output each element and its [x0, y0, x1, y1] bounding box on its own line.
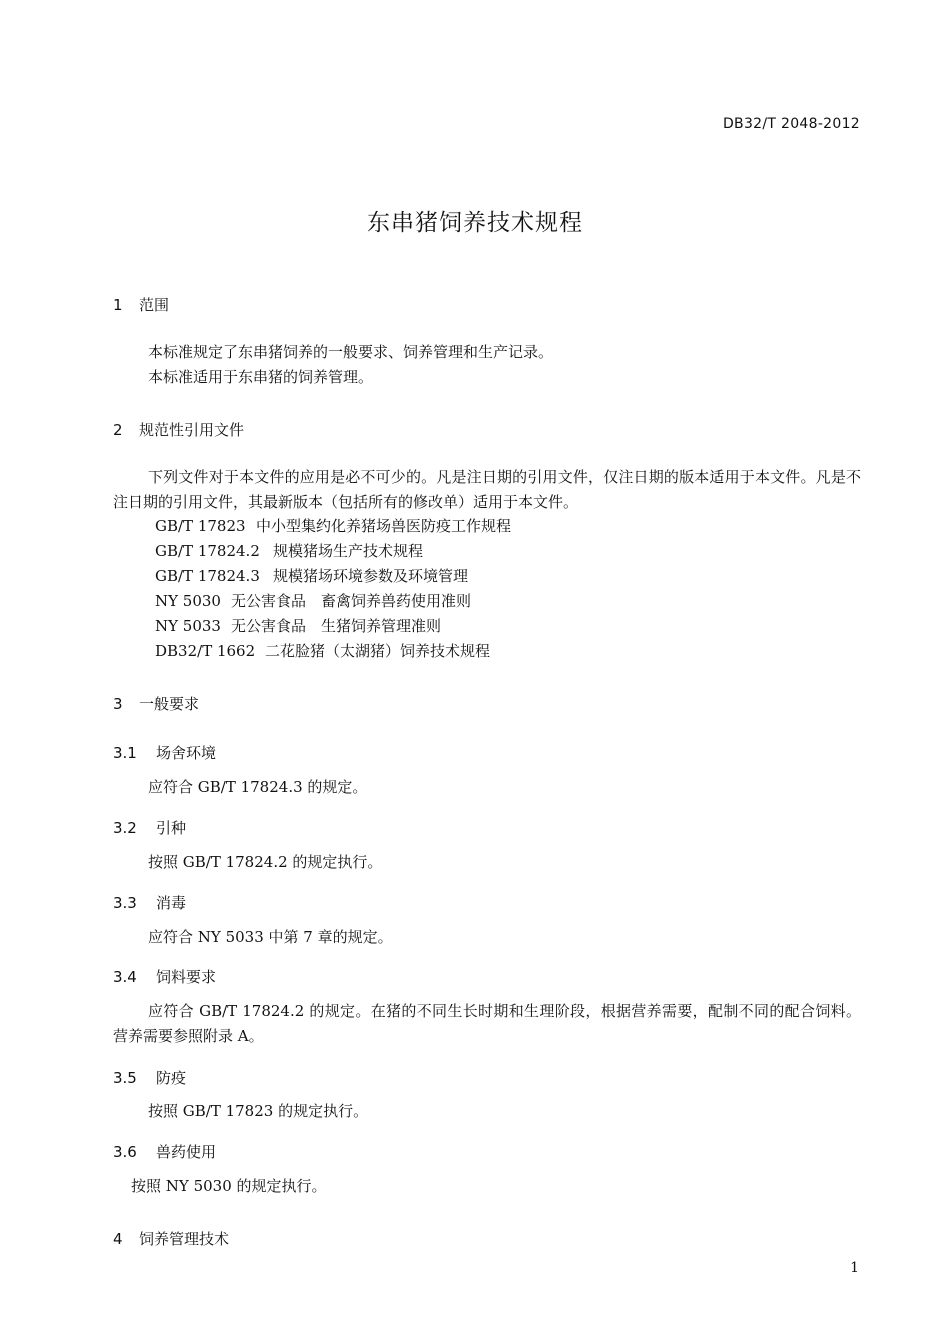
subsection-title: 饲料要求	[156, 968, 217, 986]
page-number: 1	[850, 1260, 859, 1276]
paragraph: 应符合 GB/T 17824.2 的规定。在猪的不同生长时期和生理阶段，根据营养需要，配制不同的配合饲料。营养需要参照附录 A。	[113, 1002, 861, 1045]
reference-name: 无公害食品 生猪饲养管理准则	[231, 617, 442, 635]
section-number: 2	[113, 421, 123, 439]
subsection-number: 3.4	[113, 968, 137, 986]
reference-item	[155, 514, 511, 539]
paragraph: 应符合 GB/T 17824.3 的规定。	[148, 778, 368, 796]
paragraph: 按照 GB/T 17824.2 的规定执行。	[148, 853, 383, 871]
subsection-heading	[113, 1067, 186, 1088]
section-heading	[113, 693, 199, 714]
subsection-title: 消毒	[156, 894, 187, 912]
reference-item	[155, 639, 490, 664]
reference-code: NY 5033	[155, 617, 221, 635]
subsection-number: 3.3	[113, 894, 137, 912]
reference-item	[155, 614, 441, 639]
reference-name: 无公害食品 畜禽饲养兽药使用准则	[231, 592, 472, 610]
reference-code: GB/T 17824.3	[155, 567, 260, 585]
reference-item	[155, 589, 471, 614]
subsection-number: 3.5	[113, 1069, 137, 1087]
section-number: 3	[113, 695, 123, 713]
paragraph: 本标准规定了东串猪饲养的一般要求、饲养管理和生产记录。	[148, 343, 554, 361]
reference-code: GB/T 17824.2	[155, 542, 260, 560]
reference-name: 中小型集约化养猪场兽医防疫工作规程	[256, 517, 512, 535]
reference-name: 二花脸猪（太湖猪）饲养技术规程	[265, 642, 491, 660]
subsection-heading	[113, 817, 186, 838]
subsection-title: 引种	[156, 819, 187, 837]
subsection-number: 3.6	[113, 1143, 137, 1161]
paragraph: 应符合 NY 5033 中第 7 章的规定。	[148, 928, 393, 946]
reference-item	[155, 539, 423, 564]
reference-code: NY 5030	[155, 592, 221, 610]
paragraph: 按照 GB/T 17823 的规定执行。	[148, 1102, 369, 1120]
section-heading	[113, 1228, 229, 1249]
subsection-number: 3.2	[113, 819, 137, 837]
subsection-heading	[113, 1141, 216, 1162]
section-title: 饲养管理技术	[139, 1230, 230, 1248]
section-number: 1	[113, 296, 123, 314]
paragraph: 下列文件对于本文件的应用是必不可少的。凡是注日期的引用文件，仅注日期的版本适用于本文件。凡是不注日期的引用文件，其最新版本（包括所有的修改单）适用于本文件。	[113, 468, 861, 511]
section-heading	[113, 294, 169, 315]
reference-name: 规模猪场生产技术规程	[273, 542, 424, 560]
subsection-heading	[113, 966, 216, 987]
subsection-heading	[113, 892, 186, 913]
reference-code: DB32/T 1662	[155, 642, 256, 660]
subsection-heading	[113, 742, 216, 763]
section-title: 范围	[139, 296, 170, 314]
subsection-number: 3.1	[113, 744, 137, 762]
paragraph: 按照 NY 5030 的规定执行。	[131, 1177, 327, 1195]
subsection-title: 场舍环境	[156, 744, 217, 762]
reference-name: 规模猪场环境参数及环境管理	[273, 567, 469, 585]
section-number: 4	[113, 1230, 123, 1248]
subsection-title: 防疫	[156, 1069, 187, 1087]
paragraph: 本标准适用于东串猪的饲养管理。	[148, 368, 374, 386]
reference-code: GB/T 17823	[155, 517, 246, 535]
standard-code: DB32/T 2048-2012	[722, 116, 860, 132]
reference-item	[155, 564, 468, 589]
section-title: 一般要求	[139, 695, 200, 713]
section-title: 规范性引用文件	[139, 421, 245, 439]
subsection-title: 兽药使用	[156, 1143, 217, 1161]
document-title: 东串猪饲养技术规程	[367, 210, 583, 236]
section-heading	[113, 419, 244, 440]
